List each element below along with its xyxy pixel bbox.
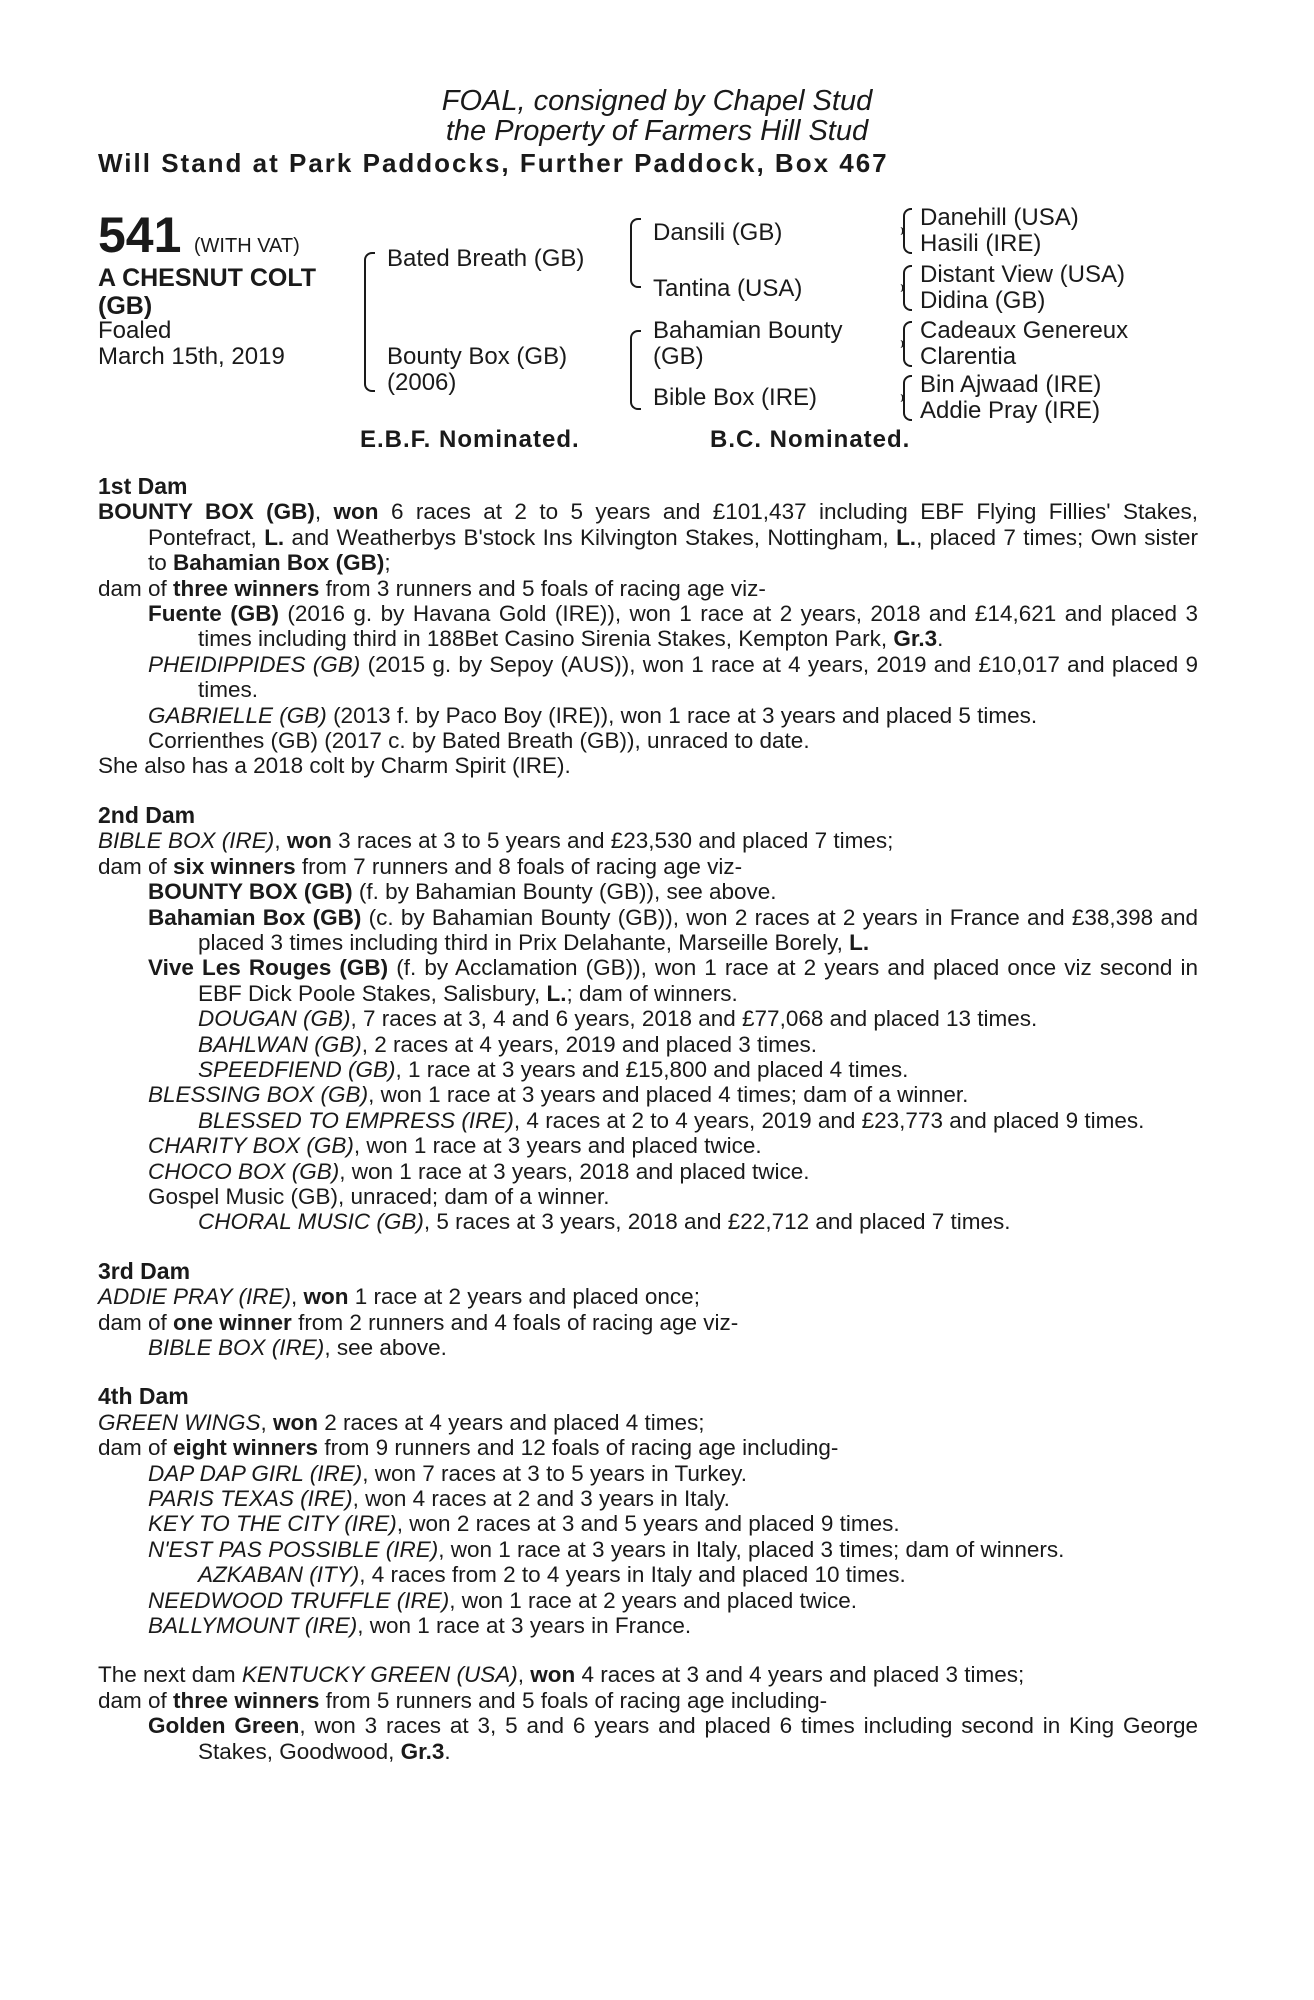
pedigree-bracket-3 (630, 330, 641, 410)
list-item: DOUGAN (GB), 7 races at 3, 4 and 6 years, 2018 and £77,068 and placed 13 times. (198, 1006, 1038, 1032)
foaled-label: Foaled (98, 317, 172, 344)
horse-name: BOUNTY BOX (GB) (98, 499, 315, 525)
great-grandsire-4: Bin Ajwaad (IRE) (920, 371, 1102, 398)
great-granddam-4: Addie Pray (IRE) (920, 397, 1101, 424)
dam-dam: Bible Box (IRE) (653, 384, 818, 411)
list-item: BAHLWAN (GB), 2 races at 4 years, 2019 and placed 3 times. (198, 1031, 818, 1057)
dam4-produce: dam of eight winners from 9 runners and 12 foals of racing age including- (98, 1435, 839, 1461)
list-item: Golden Green, won 3 races at 3, 5 and 6 years and placed 6 times including second in King George Stakes, Goodwood, Gr.3. (148, 1713, 1198, 1764)
list-item: CHARITY BOX (GB), won 1 race at 3 years and placed twice. (148, 1133, 762, 1159)
foaled-date: March 15th, 2019 (98, 343, 285, 370)
list-item: PHEIDIPPIDES (GB) (2015 g. by Sepoy (AUS)), won 1 race at 4 years, 2019 and £10,017 and placed 9 times. (148, 651, 1198, 703)
dam-sire-country: (GB) (653, 343, 704, 370)
lot-heading (98, 206, 300, 264)
great-granddam-3: Clarentia (920, 343, 1017, 370)
brace-1 (898, 208, 910, 254)
list-item: NEEDWOOD TRUFFLE (IRE), won 1 race at 2 years and placed twice. (148, 1587, 857, 1613)
section-heading-1st-dam: 1st Dam (98, 473, 188, 499)
dam3-summary: ADDIE PRAY (IRE), won 1 race at 2 years and placed once; (98, 1284, 700, 1310)
dam-year: (2006) (387, 369, 457, 396)
lot-number: 541 (98, 207, 182, 263)
list-item: Vive Les Rouges (GB) (f. by Acclamation (GB)), won 1 race at 2 years and placed once viz second in EBF Dick Poole Stakes, Salisbury, L.; dam of winners. (148, 955, 1198, 1006)
great-granddam-2: Didina (GB) (920, 287, 1046, 314)
list-item: Bahamian Box (GB) (c. by Bahamian Bounty (GB)), won 2 races at 2 years in France and £38,398 and placed 3 times including third in Prix Delahante, Marseille Borely, L. (148, 904, 1198, 955)
property-line: the Property of Farmers Hill Stud (445, 115, 869, 147)
pedigree-bracket-2 (630, 218, 641, 288)
next-dam-produce: dam of three winners from 5 runners and 5 foals of racing age including- (98, 1687, 828, 1713)
section-heading-4th-dam: 4th Dam (98, 1383, 189, 1410)
great-grandsire-1: Danehill (USA) (920, 204, 1079, 231)
dam1-summary: BOUNTY BOX (GB), won 6 races at 2 to 5 years and £101,437 including EBF Flying Fillies' Stakes, Pontefract, L. and Weatherbys B'stock Ins Kilvington Stakes, Nottingham, L., placed 7 times; Own sister to Bahamian Box (GB); (98, 499, 1199, 576)
great-granddam-1: Hasili (IRE) (920, 230, 1042, 257)
brace-4 (898, 375, 910, 421)
sire-dam: Tantina (USA) (653, 275, 803, 302)
list-item: CHOCO BOX (GB), won 1 race at 3 years, 2018 and placed twice. (148, 1158, 810, 1184)
section-heading-3rd-dam: 3rd Dam (98, 1257, 191, 1284)
location-line: Will Stand at Park Paddocks, Further Paddock, Box 467 (98, 148, 889, 178)
dam: Bounty Box (GB) (387, 343, 568, 370)
dam-sire: Bahamian Bounty (653, 317, 843, 344)
dam1-produce: dam of three winners from 3 runners and 5 foals of racing age viz- (98, 575, 766, 601)
list-item: CHORAL MUSIC (GB), 5 races at 3 years, 2018 and £22,712 and placed 7 times. (198, 1209, 1011, 1235)
dam2-produce: dam of six winners from 7 runners and 8 foals of racing age viz- (98, 853, 743, 879)
sire: Bated Breath (GB) (387, 245, 585, 272)
list-item: PARIS TEXAS (IRE), won 4 races at 2 and 3 years in Italy. (148, 1486, 730, 1512)
produce-record (98, 474, 1198, 1764)
dam2-summary: BIBLE BOX (IRE), won 3 races at 3 to 5 years and £23,530 and placed 7 times; (98, 828, 894, 854)
dam4-summary: GREEN WINGS, won 2 races at 4 years and placed 4 times; (98, 1409, 705, 1435)
list-item: N'EST PAS POSSIBLE (IRE), won 1 race at 3 years in Italy, placed 3 times; dam of winners. (148, 1536, 1065, 1562)
lot-name-line2: (GB) (98, 292, 153, 320)
dam1-footnote: She also has a 2018 colt by Charm Spirit (IRE). (98, 753, 571, 779)
brace-3 (898, 321, 910, 367)
list-item: KEY TO THE CITY (IRE), won 2 races at 3 and 5 years and placed 9 times. (148, 1511, 900, 1537)
list-item: Corrienthes (GB) (2017 c. by Bated Breath (GB)), unraced to date. (148, 728, 810, 754)
ebf-nominated: E.B.F. Nominated. (360, 426, 580, 453)
consignor-line: FOAL, consigned by Chapel Stud (441, 85, 873, 117)
pedigree-bracket-1 (364, 252, 375, 392)
section-heading-2nd-dam: 2nd Dam (98, 801, 196, 828)
bc-nominated: B.C. Nominated. (710, 426, 911, 453)
list-item: BALLYMOUNT (IRE), won 1 race at 3 years in France. (148, 1613, 692, 1639)
list-item: BOUNTY BOX (GB) (f. by Bahamian Bounty (GB)), see above. (148, 879, 777, 905)
list-item: GABRIELLE (GB) (2013 f. by Paco Boy (IRE)), won 1 race at 3 years and placed 5 times. (148, 702, 1038, 728)
great-grandsire-3: Cadeaux Genereux (920, 317, 1129, 344)
list-item: BIBLE BOX (IRE), see above. (148, 1335, 447, 1360)
list-item: Fuente (GB) (2016 g. by Havana Gold (IRE)), won 1 race at 2 years, 2018 and £14,621 and placed 3 times including third in 188Bet Casino Sirenia Stakes, Kempton Park, Gr.3. (148, 601, 1198, 652)
vat-label: (WITH VAT) (193, 235, 300, 257)
sire-sire: Dansili (GB) (653, 219, 783, 246)
list-item: Gospel Music (GB), unraced; dam of a winner. (148, 1183, 610, 1209)
lot-name-line1: A CHESNUT COLT (98, 264, 317, 292)
list-item: SPEEDFIEND (GB), 1 race at 3 years and £15,800 and placed 4 times. (198, 1056, 909, 1082)
brace-2 (898, 265, 910, 311)
list-item: BLESSED TO EMPRESS (IRE), 4 races at 2 to 4 years, 2019 and £23,773 and placed 9 times. (198, 1107, 1145, 1133)
next-dam-summary: The next dam KENTUCKY GREEN (USA), won 4 races at 3 and 4 years and placed 3 times; (98, 1662, 1025, 1688)
dam3-produce: dam of one winner from 2 runners and 4 foals of racing age viz- (98, 1309, 739, 1335)
list-item: BLESSING BOX (GB), won 1 race at 3 years and placed 4 times; dam of a winner. (148, 1082, 969, 1108)
list-item: AZKABAN (ITY), 4 races from 2 to 4 years in Italy and placed 10 times. (198, 1562, 906, 1588)
list-item: DAP DAP GIRL (IRE), won 7 races at 3 to 5 years in Turkey. (148, 1460, 747, 1486)
great-grandsire-2: Distant View (USA) (920, 261, 1125, 288)
